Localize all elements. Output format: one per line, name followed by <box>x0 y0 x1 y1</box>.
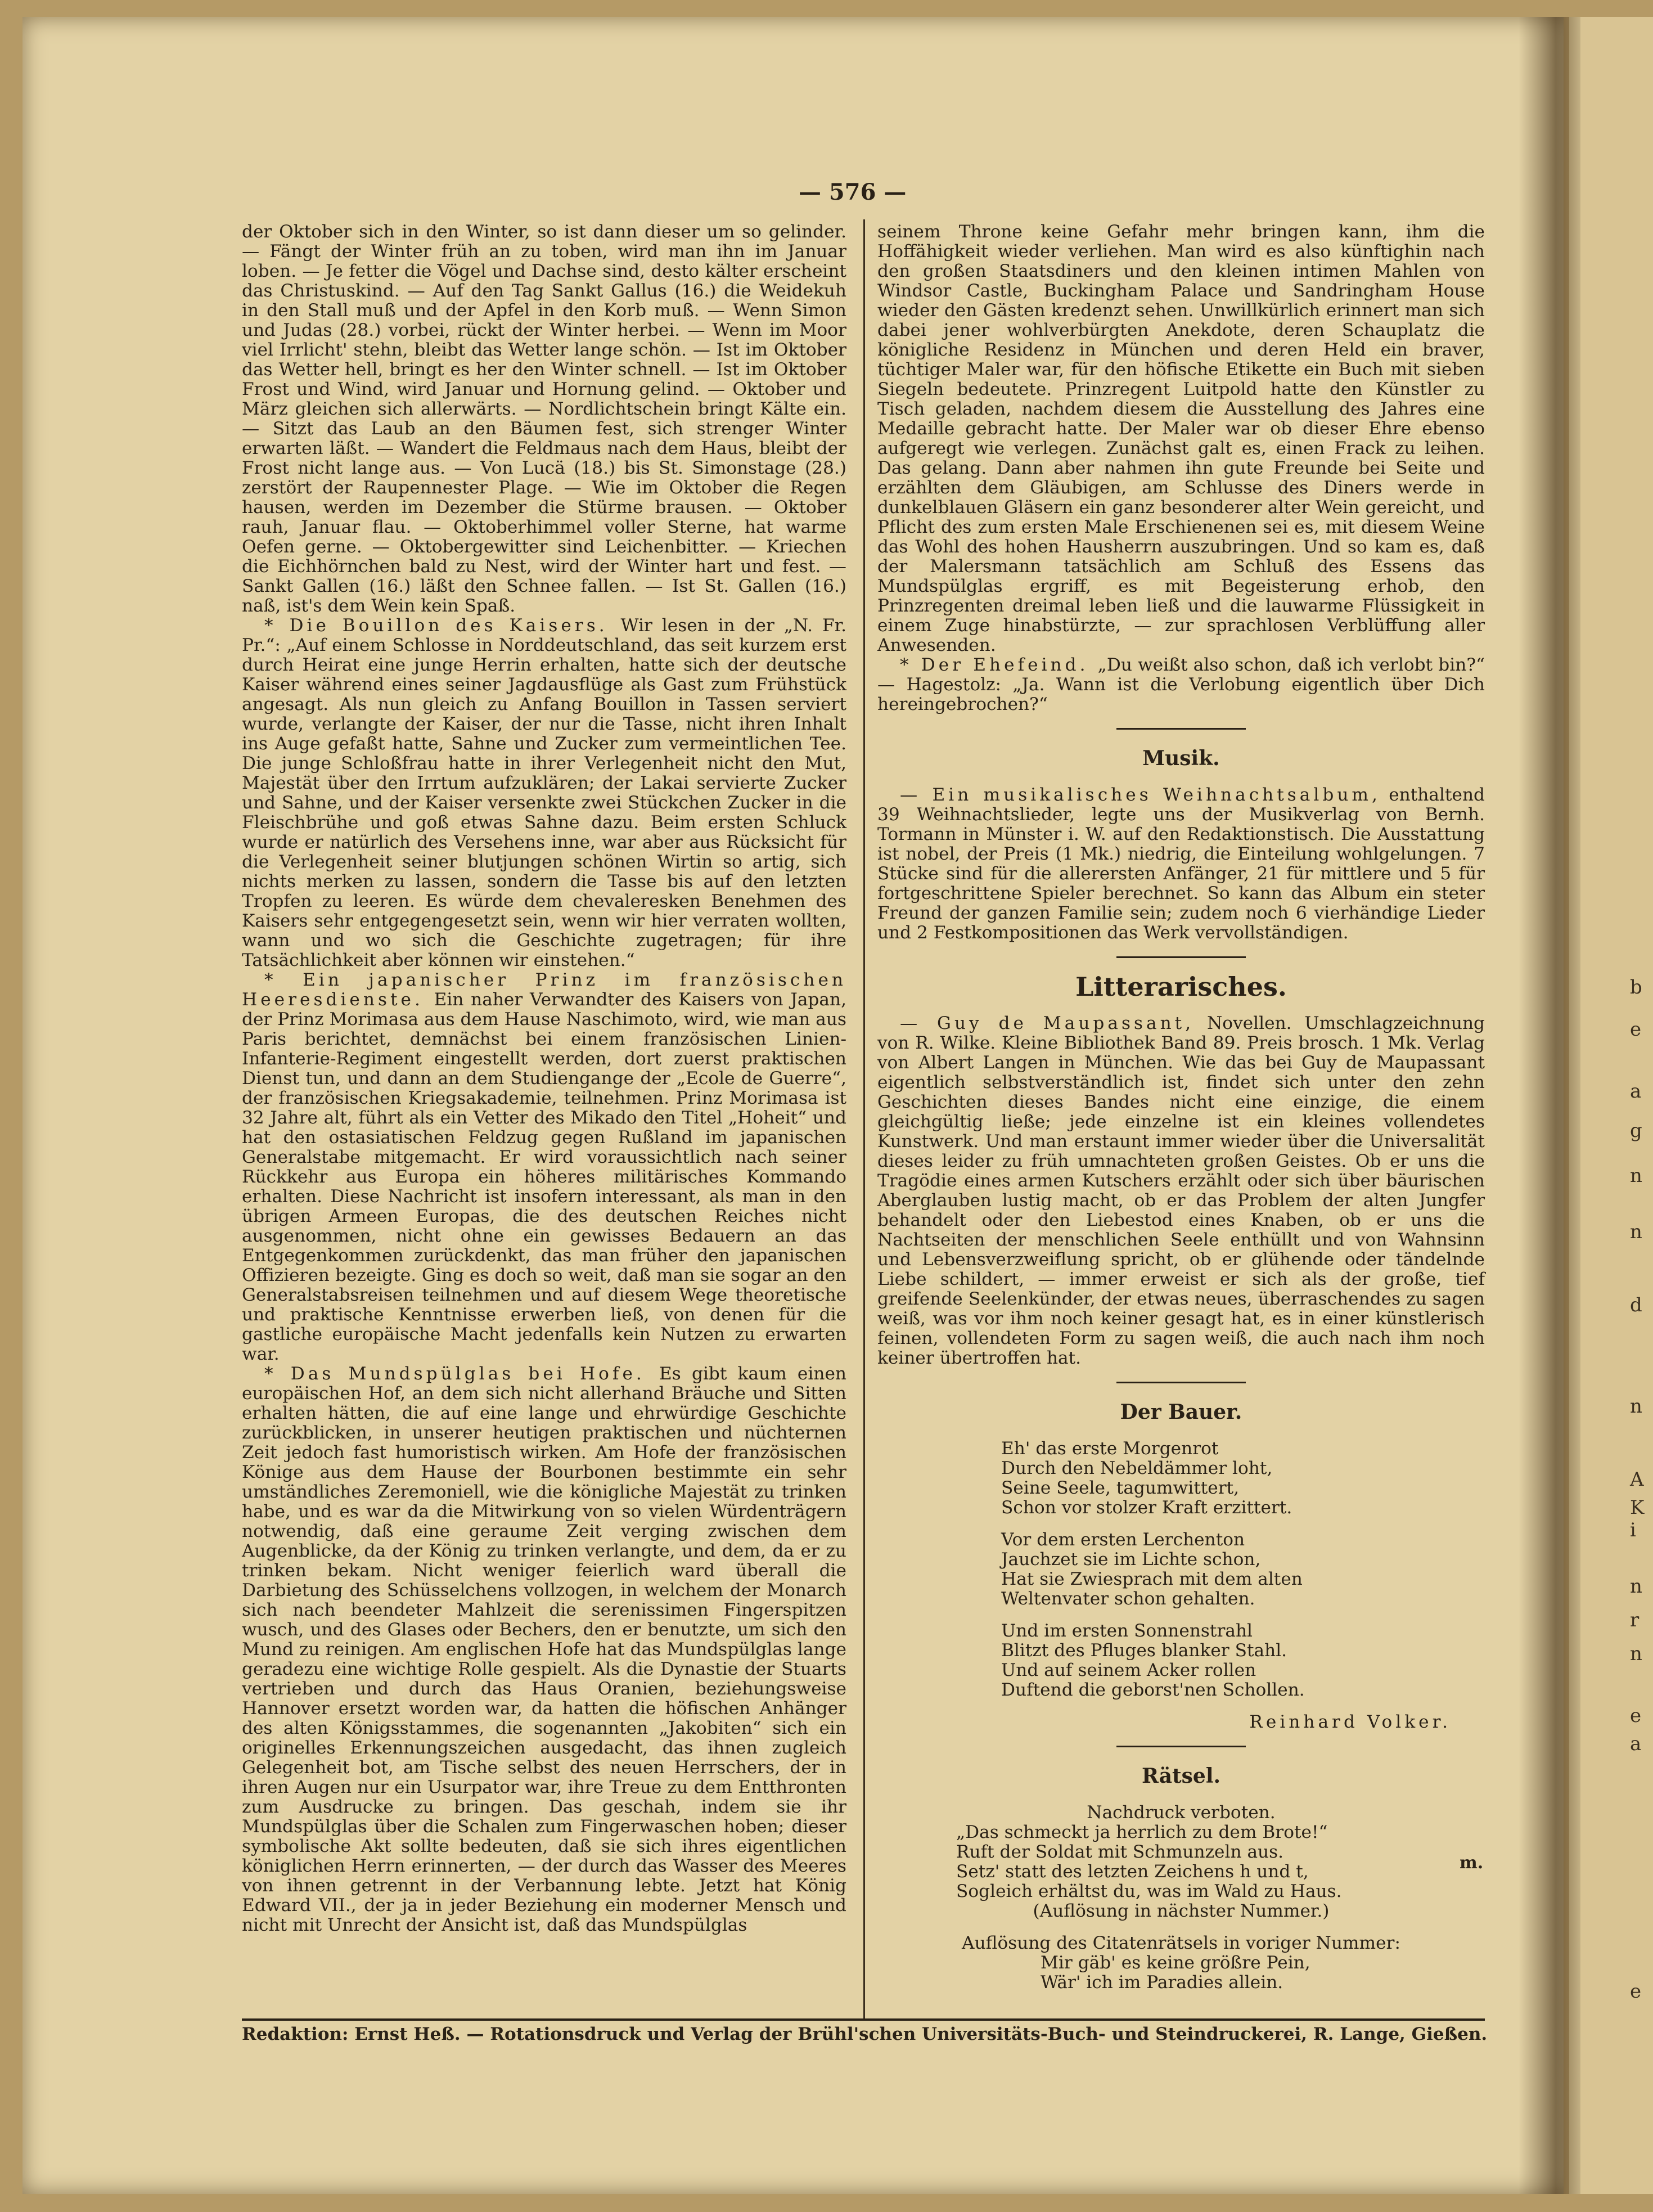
raetsel-note: Nachdruck verboten. <box>1087 1802 1276 1823</box>
section-rule <box>1116 728 1246 730</box>
section-heading-literarisches: Litterarisches. <box>1075 972 1287 1002</box>
poem-title: Der Bauer. <box>1120 1400 1242 1424</box>
poem-line: Hat sie Zwiesprach mit dem alten <box>1001 1569 1303 1589</box>
raetsel-line: „Das schmeckt ja herrlich zu dem Brote!“ <box>956 1822 1328 1842</box>
citat-lines <box>1041 1953 1485 1993</box>
raetsel-line: Setz' statt des letzten Zeichens h und t, <box>956 1862 1309 1882</box>
poem-line: Und im ersten Sonnenstrahl <box>1001 1621 1253 1641</box>
next-page-letter: K <box>1630 1496 1645 1519</box>
poem-line: Blitzt des Pfluges blanker Stahl. <box>1001 1640 1287 1661</box>
raetsel-line: Sogleich erhältst du, was im Wald zu Haus. <box>956 1881 1342 1901</box>
next-page-letter: i <box>1630 1519 1636 1541</box>
right-column-paragraph <box>877 222 1485 655</box>
article-text: seinem Throne keine Gefahr mehr bringen kann, ihm die Hoffähigkeit wieder verliehen. Man wird es also künftighin nach den großen Staatsdiners und den kleinen intimen Mahlen von Windsor Castle, Buckingham Palace und Sandringham House wieder den Gästen kredenzt sehen. Unwillkürlich erinnert man sich dabei jener wohlverbürgten Anekdote, deren Schauplatz die königliche Residenz in München und deren Held ein braver, tüchtiger Maler war, für den höfische Etikette ein Buch mit sieben Siegeln bedeutete. Prinzregent Luitpold hatte den Künstler zu Tisch geladen, nachdem diesem die Ausstellung des Jahres eine Medaille gebracht hatte. Der Maler war ob dieser Ehre ebenso aufgeregt wie verlegen. Zunächst galt es, einen Frack zu leihen. Das gelang. Dann aber nahmen ihn gute Freunde bei Seite und erzählten dem Gläubigen, am Schlusse des Diners werde in dunkelblauen Gläsern ein ganz besonderer alter Wein gereicht, und Pflicht des zum ersten Male Erschienenen sei es, mit diesem Weine das Wohl des hohen Hausherrn auszubringen. Und so kam es, daß der Malersmann tatsächlich am Schluß des Essens das Mundspülglas ergriff, es mit Begeisterung erhob, den Prinzregenten dreimal leben ließ und die lauwarme Flüssigkeit in einem Zuge hinabstürzte, — zur sprachlosen Verblüffung aller Anwesenden. <box>877 222 1485 655</box>
next-page-letter: a <box>1630 1733 1642 1755</box>
article-text: der Oktober sich in den Winter, so ist dann dieser um so gelinder. — Fängt der Winter früh an zu toben, wird man ihn im Januar loben. — Je fetter die Vögel und Dachse sind, desto kälter erscheint das Christuskind. — Auf den Tag Sankt Gallus (16.) die Weidekuh in den Stall muß und der Apfel in den Korb muß. — Wenn Simon und Judas (28.) vorbei, rückt der Winter herbei. — Wenn im Moor viel Irrlicht' stehn, bleibt das Wetter lange schön. — Ist im Oktober das Wetter hell, bringt es her den Winter schnell. — Ist im Oktober Frost und Wind, wird Januar und Hornung gelind. — Oktober und März gleichen sich allerwärts. — Nordlichtschein bringt Kälte ein. — Sitzt das Laub an den Bäumen fest, sich strenger Winter erwarten läßt. — Wandert die Feldmaus nach dem Haus, bleibt der Frost nicht lange aus. — Von Lucä (18.) bis St. Simonstage (28.) zerstört der Raupennester Plage. — Wie im Oktober die Regen hausen, werden im Dezember die Stürme brausen. — Oktober rauh, Januar flau. — Oktoberhimmel voller Sterne, hat warme Oefen gerne. — Oktobergewitter sind Leichenbitter. — Kriechen die Eichhörnchen bald zu Nest, wird der Winter hart und fest. — Sankt Gallen (16.) läßt den Schnee fallen. — Ist St. Gallen (16.) naß, ist's dem Wein kein Spaß. <box>242 222 846 616</box>
next-page-letter: g <box>1630 1120 1642 1142</box>
literarisches-article <box>877 1014 1485 1368</box>
next-page-letter: b <box>1630 976 1642 999</box>
right-column <box>877 222 1485 1993</box>
article-lead: * Der Ehefeind. <box>900 655 1098 675</box>
poem-line: Weltenvater schon gehalten. <box>1001 1589 1255 1609</box>
article-lead: * Ein japanischer Prinz im französischen Heeresdienste. <box>242 970 846 1010</box>
next-page-letter: n <box>1630 1643 1642 1665</box>
left-column-paragraph <box>242 970 846 1364</box>
section-rule <box>1116 956 1246 958</box>
imprint-footer: Redaktion: Ernst Heß. — Rotationsdruck und Verlag der Brühl'schen Universitäts-Buch- und Steindruckerei, R. Lange, Gießen. <box>242 2024 1488 2044</box>
left-column-paragraph <box>242 222 846 616</box>
article-text: Es gibt kaum einen europäischen Hof, an dem sich nicht allerhand Bräuche und Sitten erhalten hätten, die auf eine lange und ehrwürdige Geschichte zurückblicken, in unserer heutigen praktischen und nüchternen Zeit jedoch fast humoristisch wirken. Am Hofe der französischen Könige aus dem Hause der Bourbonen bestimmte ein sehr umständliches Zeremoniell, wie die königliche Majestät zu trinken habe, und es war da die Mitwirkung von so vielen Würdenträgern notwendig, daß eine geraume Zeit verging zwischen dem Augenblicke, da der König zu trinken verlangte, und dem, da er zu trinken bekam. Nicht weniger feierlich ward überall die Darbietung des Schüsselchens vollzogen, in welchem der Monarch sich nach beendeter Mahlzeit die serenissimen Fingerspitzen wusch, und des Glases oder Bechers, den er benutzte, um sich den Mund zu reinigen. Am englischen Hofe hat das Mundspülglas lange geradezu eine wichtige Rolle gespielt. Als die Dynastie der Stuarts vertrieben und durch das Haus Oranien, beziehungsweise Hannover ersetzt worden war, da hatten die höfischen Anhänger des alten Königsstammes, die sogenannten „Jakobiten“ sich ein originelles Erkennungszeichen ausgedacht, das ihnen zugleich Gelegenheit bot, am Tische selbst des neuen Herrschers, der in ihren Augen nur ein Usurpator war, ihre Treue zu dem Entthronten zum Ausdrucke zu bringen. Das geschah, indem sie ihr Mundspülglas über die Schalen zum Fingerwaschen hoben; dieser symbolische Akt sollte bedeuten, daß sie sich ihres eigentlichen königlichen Herrn erinnerten, — der durch das Wasser des Meeres von ihnen getrennt in der Verbannung lebte. Jetzt hat König Edward VII., der ja in jeder Beziehung ein moderner Mensch und nicht mit Unrecht der Ansicht ist, daß das Mundspülglas <box>242 1364 846 1935</box>
page-gutter-shadow <box>1519 17 1580 2194</box>
poem-line: Durch den Nebeldämmer loht, <box>1001 1458 1273 1478</box>
next-page-letter: n <box>1630 1165 1642 1187</box>
citat-heading: Auflösung des Citatenrätsels in voriger Nummer: <box>962 1933 1400 1953</box>
musik-lead: — Ein musikalisches Weihnachtsalbum, <box>900 785 1381 805</box>
poem-line: Schon vor stolzer Kraft erzittert. <box>1001 1498 1292 1518</box>
right-column-paragraph <box>877 655 1485 714</box>
poem-stanza <box>1001 1621 1485 1700</box>
literarisches-lead: — Guy de Maupassant, <box>900 1013 1195 1033</box>
left-column <box>242 222 846 1935</box>
column-divider <box>863 219 865 2020</box>
poem-line: Seine Seele, tagumwittert, <box>1001 1478 1240 1498</box>
section-rule <box>1116 1382 1246 1383</box>
section-heading-musik: Musik. <box>1142 747 1220 770</box>
footer-rule <box>242 2018 1485 2021</box>
raetsel-line: Ruft der Soldat mit Schmunzeln aus. <box>956 1842 1284 1862</box>
right-column-articles <box>877 222 1485 714</box>
section-rule <box>1116 1746 1246 1747</box>
poem-stanza <box>1001 1439 1485 1518</box>
citat-line: Wär' ich im Paradies allein. <box>1041 1972 1283 1993</box>
next-page-letter: d <box>1630 1294 1642 1316</box>
next-page-edge <box>1569 17 1653 2194</box>
page-number: — 576 — <box>799 179 907 205</box>
next-page-letter: a <box>1630 1080 1642 1103</box>
literarisches-text: Novellen. Umschlagzeichnung von R. Wilke. Kleine Bibliothek Band 89. Preis brosch. 1 Mk. Verlag von Albert Langen in München. Wie das bei Guy de Maupassant eigentlich selbstverständlich ist, findet sich unter den zehn Geschichten dieses Bandes nicht eine einzige, die einem gleichgültig ließe; jede einzelne ist ein kleines vollendetes Kunstwerk. Und man erstaunt immer wieder über die Universalität dieses leider zu früh umnachteten großen Geistes. Ob er uns die Tragödie eines armen Kutschers erzählt oder sich über bäurischen Aberglauben lustig macht, ob er das Problem der alten Jungfer behandelt oder den Liebestod eines Knaben, ob er uns die Nachtseiten der menschlichen Seele enthüllt und von Wahnsinn und Lebensverzweiflung spricht, ob er glühende oder tändelnde Liebe schildert, — immer erweist er sich als der große, tief greifende Seelenkünder, der etwas neues, überraschendes zu sagen weiß, was vor ihm noch keiner gesagt hat, es in einer künstlerisch feinen, vollendeten Form zu sagen weiß, die auch nach ihm noch keiner übertroffen hat. <box>877 1013 1485 1368</box>
poem-line: Jauchzet sie im Lichte schon, <box>1001 1549 1261 1570</box>
next-page-letter: n <box>1630 1395 1642 1418</box>
left-column-paragraph <box>242 616 846 970</box>
poem-stanza <box>1001 1530 1485 1609</box>
next-page-letter: r <box>1630 1609 1640 1631</box>
poem-line: Duftend die geborst'nen Schollen. <box>1001 1680 1305 1700</box>
raetsel-solution-note: (Auflösung in nächster Nummer.) <box>1033 1901 1330 1921</box>
next-page-letter: e <box>1630 1018 1642 1041</box>
raetsel-lines <box>956 1823 1485 1901</box>
left-column-paragraph <box>242 1364 846 1935</box>
poem-line: Und auf seinem Acker rollen <box>1001 1660 1256 1680</box>
musik-text: enthaltend 39 Weihnachtslieder, legte uns der Musikverlag von Bernh. Tormann in Münster i. W. auf den Redaktionstisch. Die Ausstattung ist nobel, der Preis (1 Mk.) niedrig, die Einteilung wohlgelungen. 7 Stücke sind für die allerersten Anfänger, 21 für mittlere und 5 für fortgeschrittene Spieler berechnet. So kann das Album ein steter Freund der ganzen Familie sein; zudem noch 6 vierhändige Lieder und 2 Festkompositionen das Werk vervollständigen. <box>877 785 1485 943</box>
musik-article <box>877 785 1485 943</box>
poem-line: Vor dem ersten Lerchenton <box>1001 1530 1245 1550</box>
next-page-letter: A <box>1630 1468 1644 1491</box>
poem-body <box>1001 1439 1485 1700</box>
poem-author: Reinhard Volker. <box>1249 1712 1451 1732</box>
next-page-letter: n <box>1630 1221 1642 1243</box>
raetsel-title: Rätsel. <box>1141 1764 1221 1788</box>
article-lead: * Das Mundspülglas bei Hofe. <box>264 1364 660 1384</box>
article-text: „Du weißt also schon, daß ich verlobt bin?“ — Hagestolz: „Ja. Wann ist die Verlobung eigentlich über Dich hereingebrochen?“ <box>877 655 1485 714</box>
poem-line: Eh' das erste Morgenrot <box>1001 1438 1219 1459</box>
article-lead: * Die Bouillon des Kaisers. <box>264 615 621 636</box>
article-text: Ein naher Verwandter des Kaisers von Japan, der Prinz Morimasa aus dem Hause Naschimoto, wird, wie man aus Paris berichtet, demnächst bei einem französischen Linien-Infanterie-Regiment eingestellt werden, dort zuerst praktischen Dienst tun, und dann an dem Studiengange der „Ecole de Guerre“, der französischen Kriegsakademie, teilnehmen. Prinz Morimasa ist 32 Jahre alt, führt als ein Vetter des Mikado den Titel „Hoheit“ und hat den ostasiatischen Feldzug gegen Rußland im japanischen Generalstabe mitgemacht. Er wird voraussichtlich nach seiner Rückkehr aus Europa ein höheres militärisches Kommando erhalten. Diese Nachricht ist insofern interessant, als man in den übrigen Armeen Europas, die des deutschen Reiches nicht ausgenommen, nicht ohne ein gewisses Bedauern an das Entgegenkommen zurückdenkt, das man früher den japanischen Offizieren bezeigte. Ging es doch so weit, daß man sie sogar an den Generalstabsreisen teilnehmen und auf diesem Wege theoretische und praktische Kenntnisse erwerben ließ, von denen für die gastliche europäische Macht jedenfalls kein Nutzen zu erwarten war. <box>242 990 846 1364</box>
next-page-letter: n <box>1630 1575 1642 1598</box>
raetsel-sign: m. <box>1460 1853 1484 1873</box>
next-page-letter: e <box>1630 1705 1642 1727</box>
next-page-letter: e <box>1630 1980 1642 2003</box>
article-text: Wir lesen in der „N. Fr. Pr.“: „Auf einem Schlosse in Norddeutschland, das seit kurzem erst durch Heirat eine junge Herrin erhalten, hatte sich der deutsche Kaiser während eines seiner Jagdausflüge als Gast zum Frühstück angesagt. Als nun gleich zu Anfang Bouillon in Tassen serviert wurde, verlangte der Kaiser, der nur die Tasse, nicht ihren Inhalt ins Auge gefaßt hatte, Sahne und Zucker zum vermeintlichen Tee. Die junge Schloßfrau hatte in ihrer Verlegenheit nicht den Mut, Majestät über den Irrtum aufzuklären; der Lakai servierte Zucker und Sahne, und der Kaiser versenkte zwei Stückchen Zucker in die Fleischbrühe und goß etwas Sahne dazu. Beim ersten Schluck wurde er natürlich des Versehens inne, war aber aus Rücksicht für die Verlegenheit seiner blutjungen schönen Wirtin so artig, sich nichts merken zu lassen, sondern die Tasse bis auf den letzten Tropfen zu leeren. Es würde dem chevaleresken Benehmen des Kaisers sehr entgegengesetzt sein, wenn wir hier verraten wollten, wann und wo sich die Geschichte zugetragen; für ihre Tatsächlichkeit aber können wir einstehen.“ <box>242 615 846 970</box>
citat-line: Mir gäb' es keine größre Pein, <box>1041 1953 1310 1973</box>
